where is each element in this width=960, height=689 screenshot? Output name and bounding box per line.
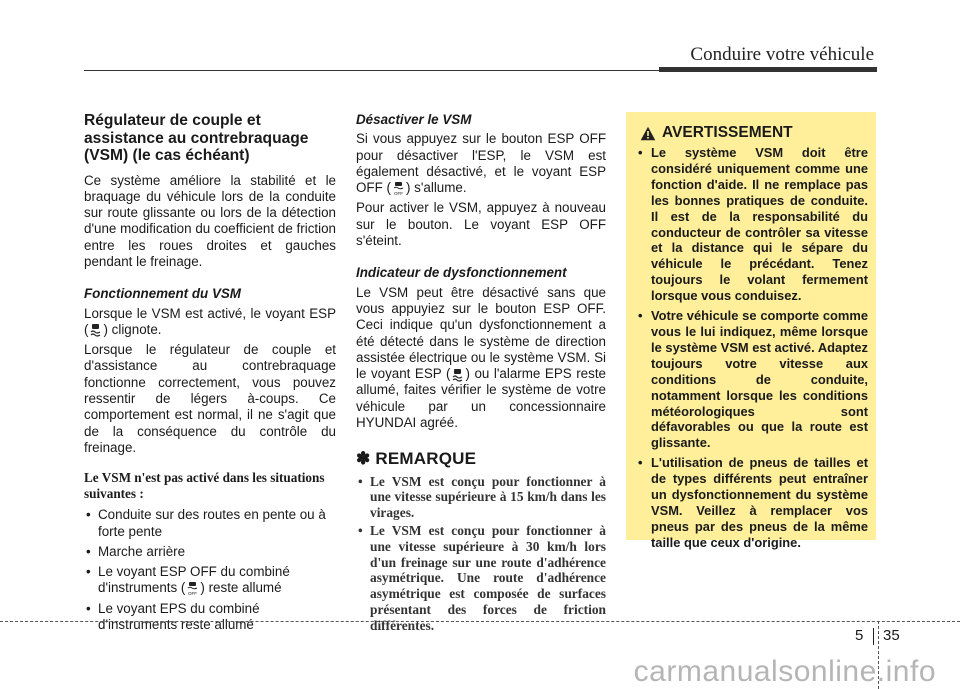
dysfonctionnement-paragraph xyxy=(356,285,606,432)
desactiver-heading: Désactiver le VSM xyxy=(356,112,472,127)
page-number: 35 xyxy=(883,627,900,644)
remarque-heading: ✽ REMARQUE xyxy=(356,449,477,469)
warning-box xyxy=(626,112,876,550)
fonctionnement-p2: Lorsque le régulateur de couple et d'assistance au contrebraquage fonctionne correctement, vous pouvez ressentir de légers à-coups. Ce comportement est normal, il ne s'agit que de la conséquence du contrôle du freinage. xyxy=(84,342,336,455)
intro-paragraph: Ce système améliore la stabilité et le braquage du véhicule lors de la conduite sur route glissante ou lors de la détection d'une modification du coefficient de friction entre les roues droites et gauches pendant le freinage. xyxy=(84,172,336,269)
list-item: • Le VSM est conçu pour fonctionner à une vitesse supérieure à 30 km/h lors d'un freinage sur une route d'adhérence asymétrique. Une route d'adhérence asymétrique est composée de surfaces présentant des forces de friction différentes. xyxy=(356,523,606,634)
section-heading: Régulateur de couple et assistance au contrebraquage (VSM) (le cas échéant) xyxy=(84,112,309,164)
list-item xyxy=(84,564,336,597)
fonct-p1-text-a: Lorsque le VSM est activé, le voyant ESP ( xyxy=(84,305,336,337)
middle-column xyxy=(356,112,606,636)
bullet3-text-b: ) reste allumé xyxy=(200,580,282,596)
esp-off-icon xyxy=(393,182,404,196)
not-active-heading: Le VSM n'est pas activé dans les situations suivantes : xyxy=(84,470,325,501)
header-rule-thick xyxy=(659,67,877,72)
desactiver-p1 xyxy=(356,131,606,196)
esp-skid-icon xyxy=(452,368,463,382)
fonct-p1-text-b: ) clignote. xyxy=(103,321,162,337)
dysf-text-a: Le VSM peut être désactivé sans que vous appuyiez sur le bouton ESP OFF. Ceci indique qu'un dysfonctionnement a été détecté dans le système de direction assistée électrique ou le système VSM. Si le voyant ESP ( xyxy=(356,284,606,382)
left-column xyxy=(84,112,336,637)
list-item: • Le voyant EPS du combiné d'instruments reste allumé xyxy=(84,601,336,634)
fonctionnement-p1 xyxy=(84,306,336,339)
list-item: • Conduite sur des routes en pente ou à forte pente xyxy=(84,507,336,540)
fonctionnement-heading: Fonctionnement du VSM xyxy=(84,286,241,302)
dysfonctionnement-heading: Indicateur de dysfonctionnement xyxy=(356,265,567,281)
svg-text:OFF: OFF xyxy=(393,190,403,196)
desactiver-p2: Pour activer le VSM, appuyez à nouveau sur le bouton. Le voyant ESP OFF s'éteint. xyxy=(356,200,606,249)
watermark: carmanualsonline.info xyxy=(633,655,936,688)
header-rule-thin xyxy=(84,70,659,71)
esp-skid-icon xyxy=(90,323,101,337)
desact-p1-text-a: Si vous appuyez sur le bouton ESP OFF pour désactiver l'ESP, le VSM est également désactivé, et le voyant ESP OFF ( xyxy=(356,131,606,196)
bullet3-text-a: Le voyant ESP OFF du combiné d'instruments ( xyxy=(98,564,290,596)
section-number: 5 xyxy=(855,627,864,644)
warning-triangle-icon xyxy=(640,126,656,141)
list-item: • Votre véhicule se comporte comme vous le lui indiquez, même lorsque le système VSM est activé. Adaptez toujours votre vitesse aux conditions de conduite, notamment lorsque les conditions météorologiques sont défavorables ou que la route est glissante. xyxy=(636,308,868,451)
list-item: • Marche arrière xyxy=(84,544,336,560)
svg-text:OFF: OFF xyxy=(188,590,198,596)
warning-title xyxy=(640,124,793,142)
footer-dashed-rule xyxy=(0,621,960,622)
desact-p1-text-b: ) s'allume. xyxy=(405,180,467,196)
warning-list xyxy=(636,145,868,555)
esp-off-icon xyxy=(187,582,198,596)
header-title: Conduire votre véhicule xyxy=(690,44,874,65)
list-item: • Le système VSM doit être considéré uniquement comme une fonction d'aide. Il ne remplace pas les bonnes pratiques de conduite. Il est de la responsabilité du conducteur de contrôler sa vitesse et la distance qui le sépare du véhicule le précédant. Tenez toujours le volant fermement lorsque vous conduisez. xyxy=(636,145,868,304)
page-number-separator xyxy=(873,628,874,645)
remarque-list xyxy=(356,474,606,634)
list-item: • Le VSM est conçu pour fonctionner à une vitesse supérieure à 15 km/h dans les virages. xyxy=(356,474,606,521)
not-active-list xyxy=(84,507,336,633)
dysf-text-b: ) ou l'alarme EPS reste allumé, faites vérifier le système de votre véhicule par un concessionnaire HYUNDAI agréé. xyxy=(356,366,606,431)
warning-title-text: AVERTISSEMENT xyxy=(662,124,793,141)
list-item: • L'utilisation de pneus de tailles et de types différents peut entraîner un dysfonctionnement du système VSM. Veillez à remplacer vos pneus par des pneus de la même taille que ceux d'origine. xyxy=(636,455,868,550)
